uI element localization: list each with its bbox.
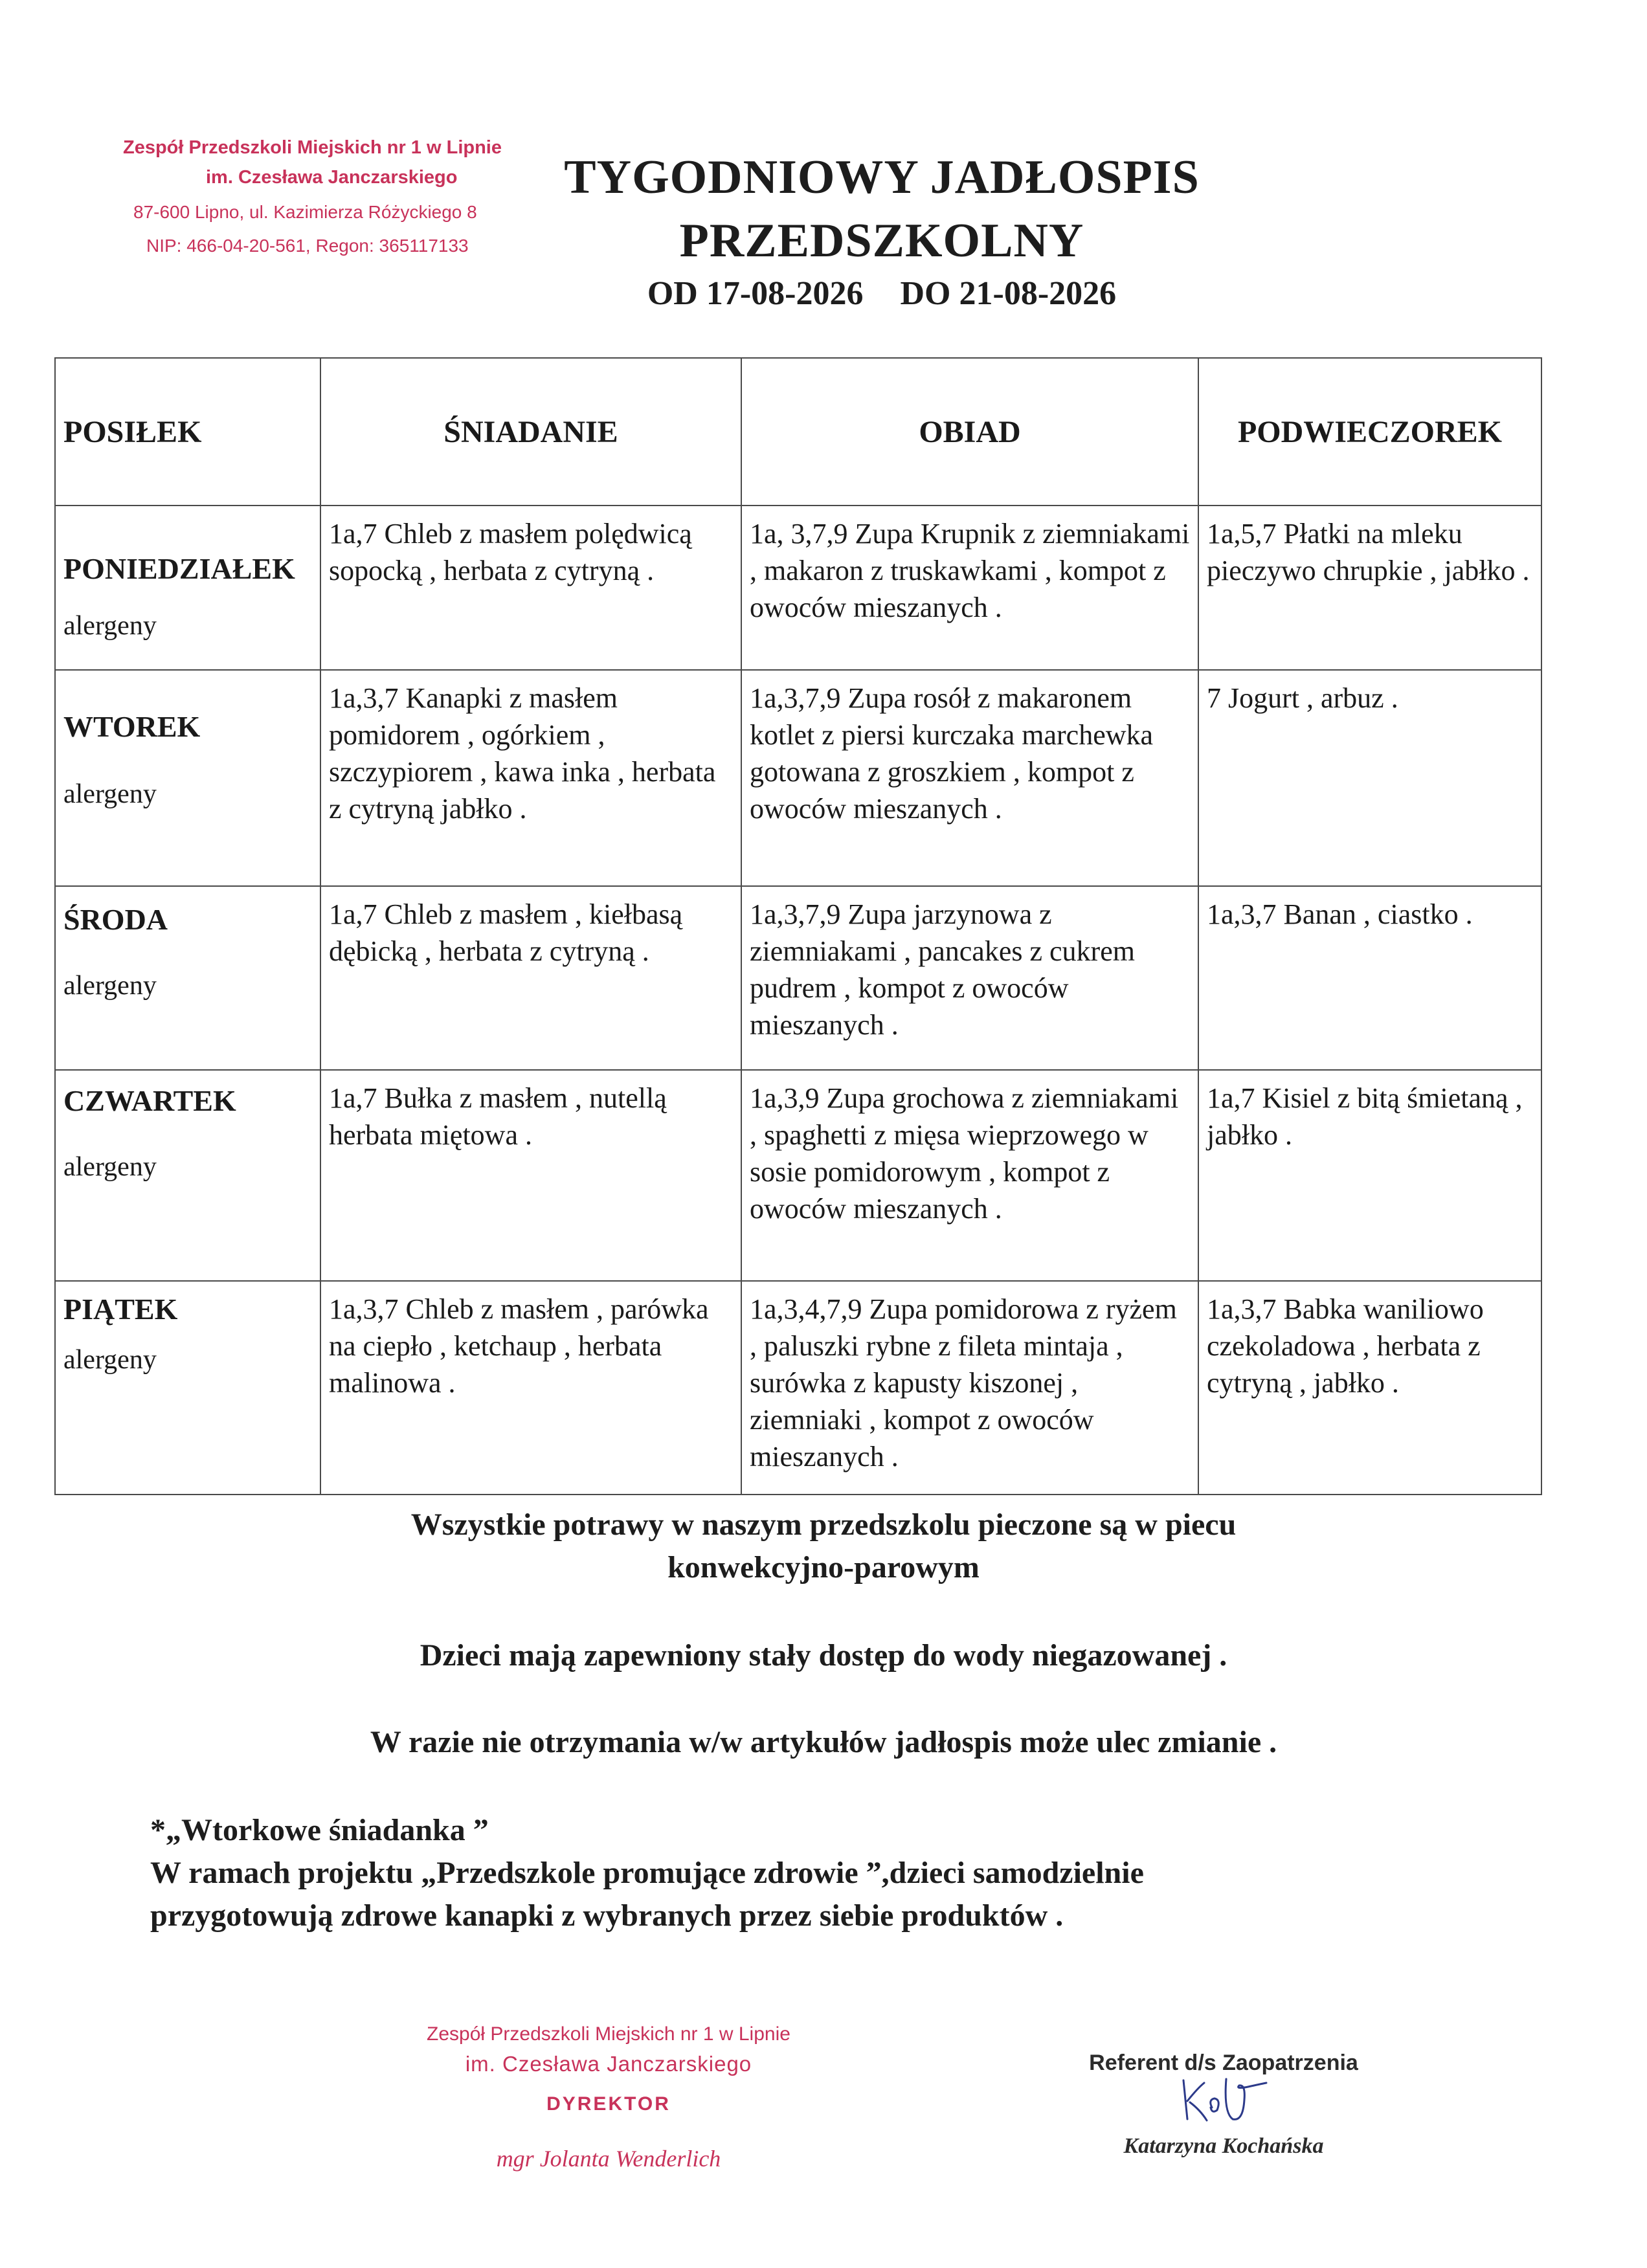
lunch-cell: 1a,3,7,9 Zupa rosół z makaronem kotlet z piersi kurczaka marchewka gotowana z groszkiem , kompot z owoców mieszanych . [741,670,1198,886]
table-header-row [55,358,1541,506]
lunch-cell: 1a,3,4,7,9 Zupa pomidorowa z ryżem , paluszki rybne z fileta mintaja , surówka z kapusty kiszonej , ziemniaki , kompot z owoców mieszanych . [741,1281,1198,1495]
director-stamp [363,2023,855,2172]
snack-cell: 7 Jogurt , arbuz . [1198,670,1541,886]
note-water: Dzieci mają zapewniony stały dostęp do wody niegazowanej . [420,1638,1227,1673]
table-row [55,1070,1541,1281]
page-subtitle: PRZEDSZKOLNY [679,214,1084,267]
day-cell [55,1281,320,1495]
director-role: DYREKTOR [546,2093,671,2115]
stamp-patron: im. Czesława Janczarskiego [206,167,458,188]
table-row [55,1281,1541,1495]
day-name: CZWARTEK [63,1084,236,1117]
allergen-label: alergeny [63,779,157,809]
page-title: TYGODNIOWY JADŁOSPIS [564,151,1200,204]
stamp-address: 87-600 Lipno, ul. Kazimierza Różyckiego 8 [133,202,477,222]
allergen-label: alergeny [63,1345,157,1375]
note-project-line2: przygotowują zdrowe kanapki z wybranych przez siebie produktów . [150,1898,1064,1933]
lunch-cell: 1a,3,9 Zupa grochowa z ziemniakami , spaghetti z mięsa wieprzowego w sosie pomidorowym , kompot z owoców mieszanych . [741,1070,1198,1281]
supply-name: Katarzyna Kochańska [1123,2134,1324,2158]
breakfast-cell: 1a,3,7 Kanapki z masłem pomidorem , ogórkiem , szczypiorem , kawa inka , herbata z cytryną jabłko . [320,670,741,886]
table-row [55,886,1541,1070]
breakfast-cell: 1a,7 Bułka z masłem , nutellą herbata miętowa . [320,1070,741,1281]
director-stamp-patron: im. Czesława Janczarskiego [465,2052,752,2076]
day-name: PIĄTEK [63,1293,178,1326]
header-lunch: OBIAD [741,358,1198,506]
breakfast-cell: 1a,7 Chleb z masłem polędwicą sopocką , herbata z cytryną . [320,506,741,670]
note-oven-line2: konwekcyjno-parowym [667,1550,980,1584]
allergen-label: alergeny [63,611,157,641]
breakfast-cell: 1a,3,7 Chleb z masłem , parówka na ciepło , ketchaup , herbata malinowa . [320,1281,741,1495]
director-stamp-institution: Zespół Przedszkoli Miejskich nr 1 w Lipnie [427,2023,790,2045]
snack-cell: 1a,3,7 Banan , ciastko . [1198,886,1541,1070]
day-name: ŚRODA [63,903,168,936]
day-cell [55,670,320,886]
table-row [55,670,1541,886]
date-from: OD 17-08-2026 [647,275,864,312]
header-breakfast: ŚNIADANIE [320,358,741,506]
lunch-cell: 1a,3,7,9 Zupa jarzynowa z ziemniakami , pancakes z cukrem pudrem , kompot z owoców mieszanych . [741,886,1198,1070]
note-project-title: *„Wtorkowe śniadanka ” [150,1813,489,1847]
note-oven-line1: Wszystkie potrawy w naszym przedszkolu pieczone są w piecu [410,1507,1237,1542]
supply-role: Referent d/s Zaopatrzenia [1089,2051,1358,2075]
stamp-tax-ids: NIP: 466-04-20-561, Regon: 365117133 [146,236,469,256]
menu-table [54,357,1542,1495]
header-meal: POSIŁEK [55,358,320,506]
snack-cell: 1a,7 Kisiel z bitą śmietaną , jabłko . [1198,1070,1541,1281]
director-name: mgr Jolanta Wenderlich [496,2146,721,2172]
day-name: PONIEDZIAŁEK [63,552,295,585]
lunch-cell: 1a, 3,7,9 Zupa Krupnik z ziemniakami , makaron z truskawkami , kompot z owoców mieszanych . [741,506,1198,670]
day-name: WTOREK [63,710,201,743]
allergen-label: alergeny [63,971,157,1001]
supply-stamp [1055,2051,1392,2159]
day-cell [55,886,320,1070]
date-to: DO 21-08-2026 [900,275,1117,312]
table-row [55,506,1541,670]
stamp-institution-name: Zespół Przedszkoli Miejskich nr 1 w Lipnie [123,137,502,158]
note-project-line1: W ramach projektu „Przedszkole promujące zdrowie ”,dzieci samodzielnie [150,1856,1144,1890]
snack-cell: 1a,5,7 Płatki na mleku pieczywo chrupkie , jabłko . [1198,506,1541,670]
handwritten-signature [1178,2074,1275,2132]
day-cell [55,506,320,670]
note-menu-change: W razie nie otrzymania w/w artykułów jadłospis może ulec zmianie . [370,1725,1277,1759]
snack-cell: 1a,3,7 Babka waniliowo czekoladowa , herbata z cytryną , jabłko . [1198,1281,1541,1495]
day-cell [55,1070,320,1281]
date-range [0,274,1647,313]
breakfast-cell: 1a,7 Chleb z masłem , kiełbasą dębicką , herbata z cytryną . [320,886,741,1070]
header-snack: PODWIECZOREK [1198,358,1541,506]
allergen-label: alergeny [63,1152,157,1182]
